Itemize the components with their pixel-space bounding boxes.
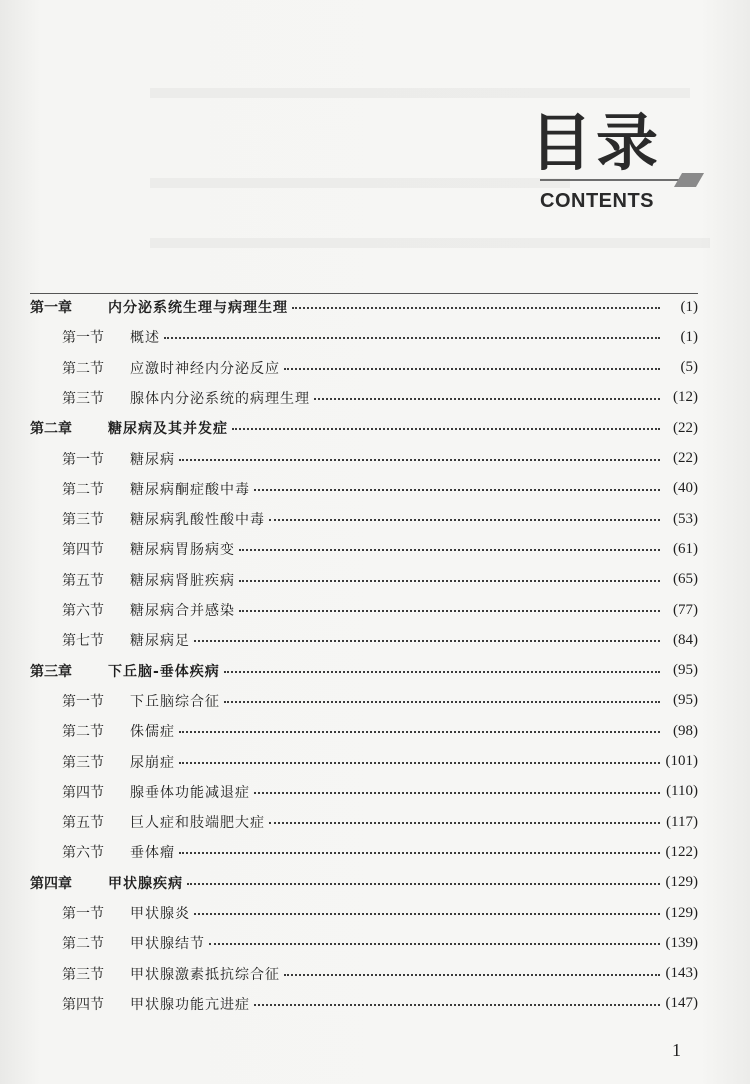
entry-number: 第二节 — [62, 360, 104, 377]
entry-page-number: (40) — [673, 480, 698, 497]
toc-section-entry[interactable] — [30, 625, 698, 655]
entry-page-number: (110) — [666, 783, 698, 800]
entry-number: 第一节 — [62, 906, 104, 922]
entry-number: 第四节 — [62, 542, 104, 559]
bleed-through-line — [150, 178, 570, 188]
entry-title: 甲状腺疾病 — [108, 875, 183, 892]
entry-page-number: (122) — [665, 843, 698, 860]
entry-number: 第二章 — [30, 421, 72, 438]
entry-number: 第六节 — [62, 845, 104, 862]
entry-title: 内分泌系统生理与病理生理 — [108, 300, 288, 316]
toc-section-entry[interactable] — [30, 686, 698, 716]
bleed-through-line — [150, 238, 710, 248]
toc-title: 目录 — [530, 106, 663, 179]
entry-page-number: (53) — [673, 510, 698, 527]
dot-leader — [164, 337, 660, 339]
entry-page-number: (1) — [680, 298, 698, 315]
entry-number: 第三章 — [30, 663, 72, 680]
dot-leader — [187, 883, 660, 885]
dot-leader — [194, 913, 660, 915]
entry-title: 甲状腺炎 — [130, 906, 190, 922]
entry-page-number: (98) — [673, 722, 698, 739]
toc-section-entry[interactable] — [30, 444, 698, 474]
entry-number: 第一节 — [62, 330, 104, 347]
toc-section-entry[interactable] — [30, 322, 698, 352]
entry-title: 侏儒症 — [130, 724, 175, 741]
dot-leader — [269, 519, 660, 521]
entry-page-number: (61) — [673, 540, 698, 557]
title-rule — [540, 179, 682, 181]
dot-leader — [254, 489, 660, 491]
entry-title: 糖尿病乳酸性酸中毒 — [130, 512, 265, 529]
entry-title: 腺体内分泌系统的病理生理 — [130, 390, 310, 407]
entry-number: 第三节 — [62, 512, 104, 529]
entry-number: 第五节 — [62, 572, 104, 589]
entry-page-number: (84) — [673, 631, 698, 648]
dot-leader — [239, 610, 660, 612]
entry-title: 巨人症和肢端肥大症 — [130, 815, 265, 832]
entry-page-number: (5) — [680, 359, 698, 376]
entry-number: 第四章 — [30, 875, 72, 892]
entry-title: 下丘脑综合征 — [130, 693, 220, 710]
entry-title: 糖尿病 — [130, 451, 175, 468]
entry-number: 第五节 — [62, 815, 104, 832]
toc-chapter-entry[interactable] — [30, 292, 698, 322]
entry-number: 第六节 — [62, 603, 104, 619]
toc-section-entry[interactable] — [30, 383, 698, 413]
entry-number: 第三节 — [62, 966, 104, 983]
entry-page-number: (139) — [665, 934, 698, 951]
entry-title: 甲状腺功能亢进症 — [130, 996, 250, 1013]
entry-page-number: (101) — [665, 753, 698, 769]
entry-title: 糖尿病足 — [130, 633, 190, 650]
entry-title: 糖尿病酮症酸中毒 — [130, 481, 250, 498]
dot-leader — [284, 974, 660, 976]
entry-page-number: (65) — [673, 571, 698, 588]
toc-section-entry[interactable] — [30, 716, 698, 746]
dot-leader — [269, 822, 660, 824]
entry-page-number: (22) — [673, 419, 698, 436]
entry-page-number: (147) — [665, 995, 698, 1012]
entry-title: 腺垂体功能减退症 — [130, 784, 250, 801]
dot-leader — [254, 792, 660, 794]
dot-leader — [179, 731, 660, 733]
entry-title: 糖尿病胃肠病变 — [130, 542, 235, 559]
dot-leader — [179, 852, 660, 854]
entry-title: 垂体瘤 — [130, 845, 175, 862]
dot-leader — [254, 1004, 660, 1006]
toc-section-entry[interactable] — [30, 928, 698, 958]
entry-title: 尿崩症 — [130, 754, 175, 771]
toc-chapter-entry[interactable] — [30, 656, 698, 686]
toc-section-entry[interactable] — [30, 898, 698, 928]
entry-page-number: (129) — [665, 874, 698, 891]
toc-section-entry[interactable] — [30, 989, 698, 1019]
toc-section-entry[interactable] — [30, 504, 698, 534]
toc-section-entry[interactable] — [30, 747, 698, 777]
entry-title: 下丘脑-垂体疾病 — [108, 663, 220, 680]
entry-number: 第二节 — [62, 481, 104, 498]
dot-leader — [314, 398, 660, 400]
dot-leader — [179, 762, 660, 764]
entry-number: 第四节 — [62, 996, 104, 1013]
dot-leader — [194, 640, 660, 642]
toc-chapter-entry[interactable] — [30, 413, 698, 443]
toc-heading — [530, 106, 700, 212]
toc-section-entry[interactable] — [30, 837, 698, 867]
entry-title: 甲状腺激素抵抗综合征 — [130, 966, 280, 983]
toc-section-entry[interactable] — [30, 534, 698, 564]
entry-number: 第四节 — [62, 784, 104, 801]
entry-number: 第一节 — [62, 693, 104, 710]
entry-title: 概述 — [130, 330, 160, 347]
entry-page-number: (77) — [673, 601, 698, 618]
entry-title: 糖尿病及其并发症 — [108, 421, 228, 438]
toc-subtitle: CONTENTS — [540, 190, 654, 212]
entry-page-number: (95) — [673, 692, 698, 709]
entry-number: 第一章 — [30, 300, 72, 316]
dot-leader — [224, 671, 660, 673]
dot-leader — [232, 428, 660, 430]
entry-page-number: (117) — [666, 813, 698, 830]
bleed-through-line — [150, 88, 690, 98]
entry-title: 甲状腺结节 — [130, 936, 205, 953]
entry-title: 糖尿病肾脏疾病 — [130, 572, 235, 589]
entry-number: 第七节 — [62, 633, 104, 650]
entry-number: 第一节 — [62, 451, 104, 468]
entry-title: 糖尿病合并感染 — [130, 603, 235, 619]
dot-leader — [292, 307, 660, 309]
toc-section-entry[interactable] — [30, 565, 698, 595]
toc-section-entry[interactable] — [30, 959, 698, 989]
dot-leader — [239, 549, 660, 551]
toc-section-entry[interactable] — [30, 777, 698, 807]
entry-page-number: (22) — [673, 450, 698, 466]
dot-leader — [209, 943, 660, 945]
dot-leader — [239, 580, 660, 582]
toc-chapter-entry[interactable] — [30, 868, 698, 898]
toc-section-entry[interactable] — [30, 595, 698, 625]
toc-section-entry[interactable] — [30, 807, 698, 837]
entry-number: 第二节 — [62, 936, 104, 953]
entry-number: 第二节 — [62, 724, 104, 741]
dot-leader — [179, 459, 660, 461]
entry-page-number: (129) — [665, 904, 698, 921]
entry-title: 应激时神经内分泌反应 — [130, 360, 280, 377]
entry-number: 第三节 — [62, 754, 104, 771]
entry-page-number: (1) — [680, 328, 698, 345]
page-number: 1 — [672, 1040, 681, 1060]
toc-section-entry[interactable] — [30, 474, 698, 504]
entry-page-number: (143) — [665, 965, 698, 982]
dot-leader — [284, 368, 660, 370]
toc-section-entry[interactable] — [30, 353, 698, 383]
entry-number: 第三节 — [62, 390, 104, 407]
entry-page-number: (95) — [673, 662, 698, 679]
dot-leader — [224, 701, 660, 703]
entry-page-number: (12) — [673, 389, 698, 406]
